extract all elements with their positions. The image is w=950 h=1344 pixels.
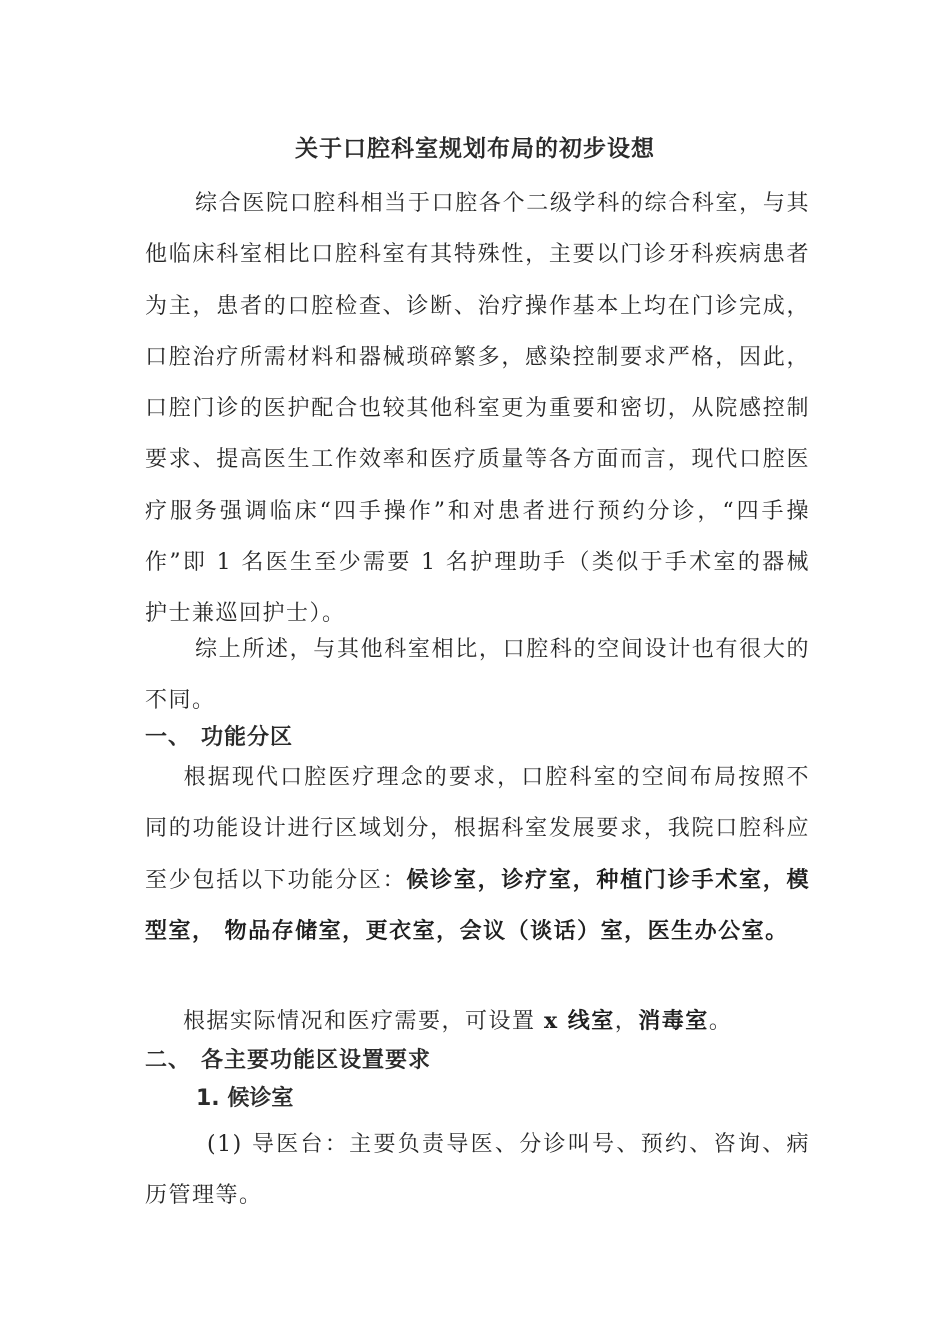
reception-text: (1) 导医台：主要负责导医、分诊叫号、预约、咨询、病历管理等。 — [145, 1132, 810, 1209]
optional-text-3: 。 — [708, 1009, 733, 1034]
optional-room-disinfection: 消毒室 — [638, 1008, 709, 1034]
summary-indent — [145, 637, 195, 662]
section-number-1: 一、 — [145, 725, 192, 750]
zoning-room-list: 候诊室，诊疗室，种植门诊手术室，模型室， 物品存储室，更衣室，会议（谈话）室，医生办公室。 — [145, 866, 810, 944]
summary-paragraph — [145, 624, 810, 727]
section-title-1: 功能分区 — [201, 725, 294, 750]
optional-text-1: 根据实际情况和医疗需要，可设置 — [183, 1009, 544, 1034]
intro-paragraph — [145, 178, 810, 640]
optional-room-xray: x 线室 — [544, 1008, 615, 1034]
section-heading-1 — [145, 720, 293, 751]
optional-text-2: ， — [614, 1009, 639, 1034]
section-title-2: 各主要功能区设置要求 — [201, 1048, 432, 1073]
document-title: 关于口腔科室规划布局的初步设想 — [295, 136, 655, 162]
optional-rooms-paragraph — [145, 996, 810, 1047]
intro-indent — [145, 191, 195, 216]
summary-text: 综上所述，与其他科室相比，口腔科的空间设计也有很大的不同。 — [145, 637, 810, 714]
intro-text: 综合医院口腔科相当于口腔各个二级学科的综合科室，与其他临床科室相比口腔科室有其特殊性，主要以门诊牙科疾病患者为主，患者的口腔检查、诊断、治疗操作基本上均在门诊完成，口腔治疗所需材料和器械琐碎繁多，感染控制要求严格，因此，口腔门诊的医护配合也较其他科室更为重要和密切，从院感控制要求、提高医生工作效率和医疗质量等各方面而言，现代口腔医疗服务强调临床“四手操作”和对患者进行预约分诊，“四手操作”即 1 名医生至少需要 1 名护理助手（类似于手术室的器械护士兼巡回护士）。 — [145, 191, 810, 627]
subsection-heading: 1. 候诊室 — [196, 1086, 294, 1111]
reception-paragraph — [145, 1119, 810, 1222]
section-heading-2 — [145, 1043, 431, 1074]
section-number-2: 二、 — [145, 1048, 192, 1073]
zoning-text: 根据现代口腔医疗理念的要求，口腔科室的空间布局按照不同的功能设计进行区域划分，根据科室发展要求，我院口腔科应至少包括以下功能分区： — [145, 765, 810, 893]
zoning-paragraph — [145, 752, 810, 957]
